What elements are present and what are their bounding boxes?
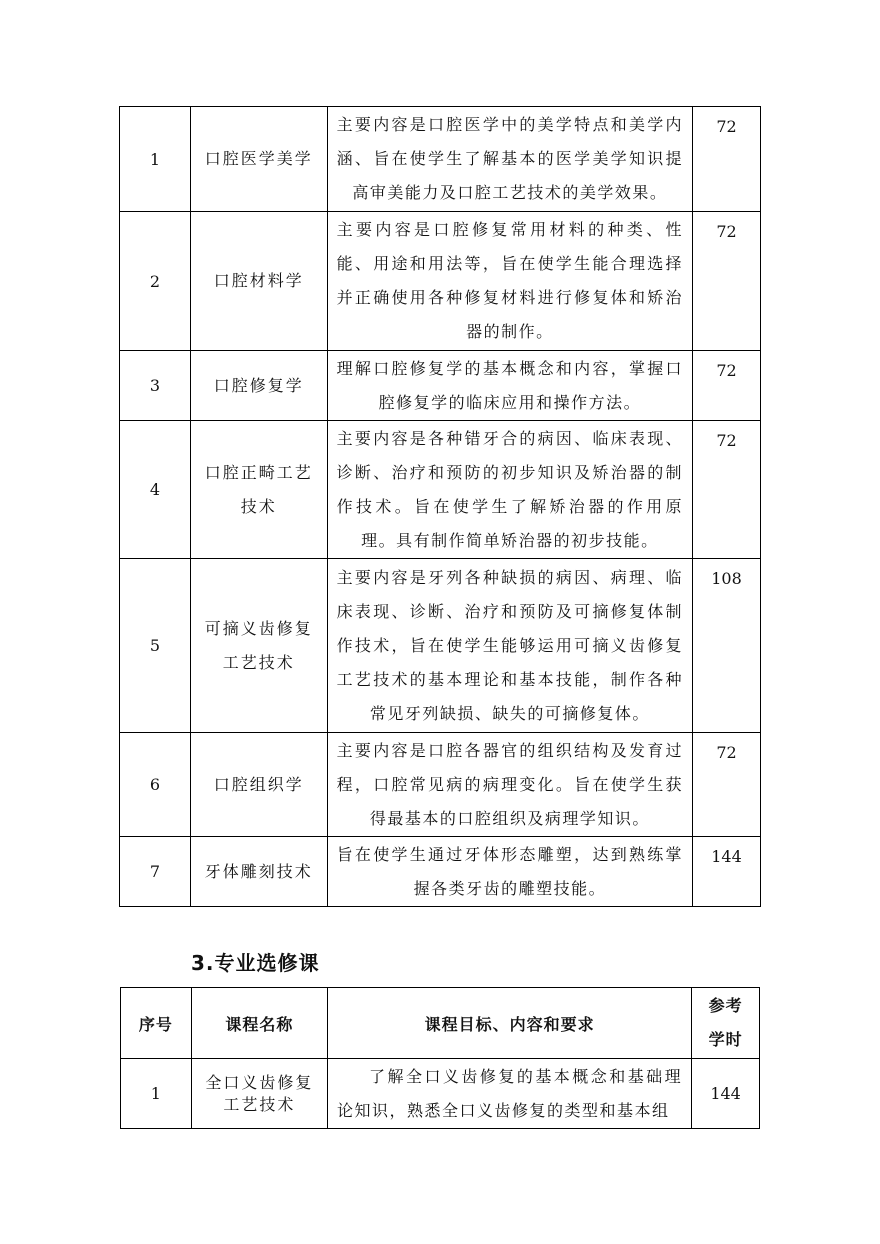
table-row <box>120 351 761 421</box>
table-row <box>120 107 761 212</box>
row-number: 5 <box>120 559 191 733</box>
course-name: 口腔材料学 <box>190 212 327 351</box>
course-name: 口腔修复学 <box>190 351 327 421</box>
course-description: 主要内容是牙列各种缺损的病因、病理、临床表现、诊断、治疗和预防及可摘修复体制作技术，旨在使学生能够运用可摘义齿修复工艺技术的基本理论和基本技能，制作各种常见牙列缺损、缺失的可摘修复体。 <box>327 559 692 733</box>
elective-course-table <box>120 987 760 1129</box>
course-hours: 72 <box>693 733 761 837</box>
course-hours: 108 <box>693 559 761 733</box>
table-row <box>120 733 761 837</box>
header-course-name: 课程名称 <box>191 988 327 1059</box>
row-number: 6 <box>120 733 191 837</box>
course-description: 主要内容是口腔修复常用材料的种类、性能、用途和用法等，旨在使学生能合理选择并正确使用各种修复材料进行修复体和矫治器的制作。 <box>327 212 692 351</box>
course-hours: 72 <box>693 421 761 559</box>
course-description: 理解口腔修复学的基本概念和内容，掌握口腔修复学的临床应用和操作方法。 <box>327 351 692 421</box>
section-heading: 3.专业选修课 <box>191 951 320 975</box>
course-description: 旨在使学生通过牙体形态雕塑，达到熟练掌握各类牙齿的雕塑技能。 <box>327 837 692 907</box>
header-hours: 参考学时 <box>692 988 760 1059</box>
course-name: 牙体雕刻技术 <box>190 837 327 907</box>
table-row <box>120 212 761 351</box>
course-name: 口腔组织学 <box>190 733 327 837</box>
course-name: 全口义齿修复工艺技术 <box>191 1059 327 1129</box>
course-description: 主要内容是口腔医学中的美学特点和美学内涵、旨在使学生了解基本的医学美学知识提高审美能力及口腔工艺技术的美学效果。 <box>327 107 692 212</box>
course-hours: 144 <box>692 1059 760 1129</box>
course-hours: 144 <box>693 837 761 907</box>
row-number: 1 <box>120 107 191 212</box>
course-description: 主要内容是口腔各器官的组织结构及发育过程，口腔常见病的病理变化。旨在使学生获得最基本的口腔组织及病理学知识。 <box>327 733 692 837</box>
row-number: 4 <box>120 421 191 559</box>
core-course-table <box>119 106 761 907</box>
table-row <box>120 421 761 559</box>
header-description: 课程目标、内容和要求 <box>328 988 692 1059</box>
course-hours: 72 <box>693 107 761 212</box>
table-row <box>120 837 761 907</box>
course-hours: 72 <box>693 351 761 421</box>
course-name: 口腔正畸工艺技术 <box>190 421 327 559</box>
course-name: 可摘义齿修复工艺技术 <box>190 559 327 733</box>
row-number: 7 <box>120 837 191 907</box>
row-number: 3 <box>120 351 191 421</box>
course-description: 主要内容是各种错牙合的病因、临床表现、诊断、治疗和预防的初步知识及矫治器的制作技术。旨在使学生了解矫治器的作用原理。具有制作简单矫治器的初步技能。 <box>327 421 692 559</box>
table-row <box>121 1059 760 1129</box>
table-row <box>120 559 761 733</box>
row-number: 2 <box>120 212 191 351</box>
course-description: 了解全口义齿修复的基本概念和基础理论知识，熟悉全口义齿修复的类型和基本组 <box>328 1059 692 1129</box>
header-number: 序号 <box>121 988 192 1059</box>
course-hours: 72 <box>693 212 761 351</box>
table-header-row <box>121 988 760 1059</box>
course-name: 口腔医学美学 <box>190 107 327 212</box>
row-number: 1 <box>121 1059 192 1129</box>
